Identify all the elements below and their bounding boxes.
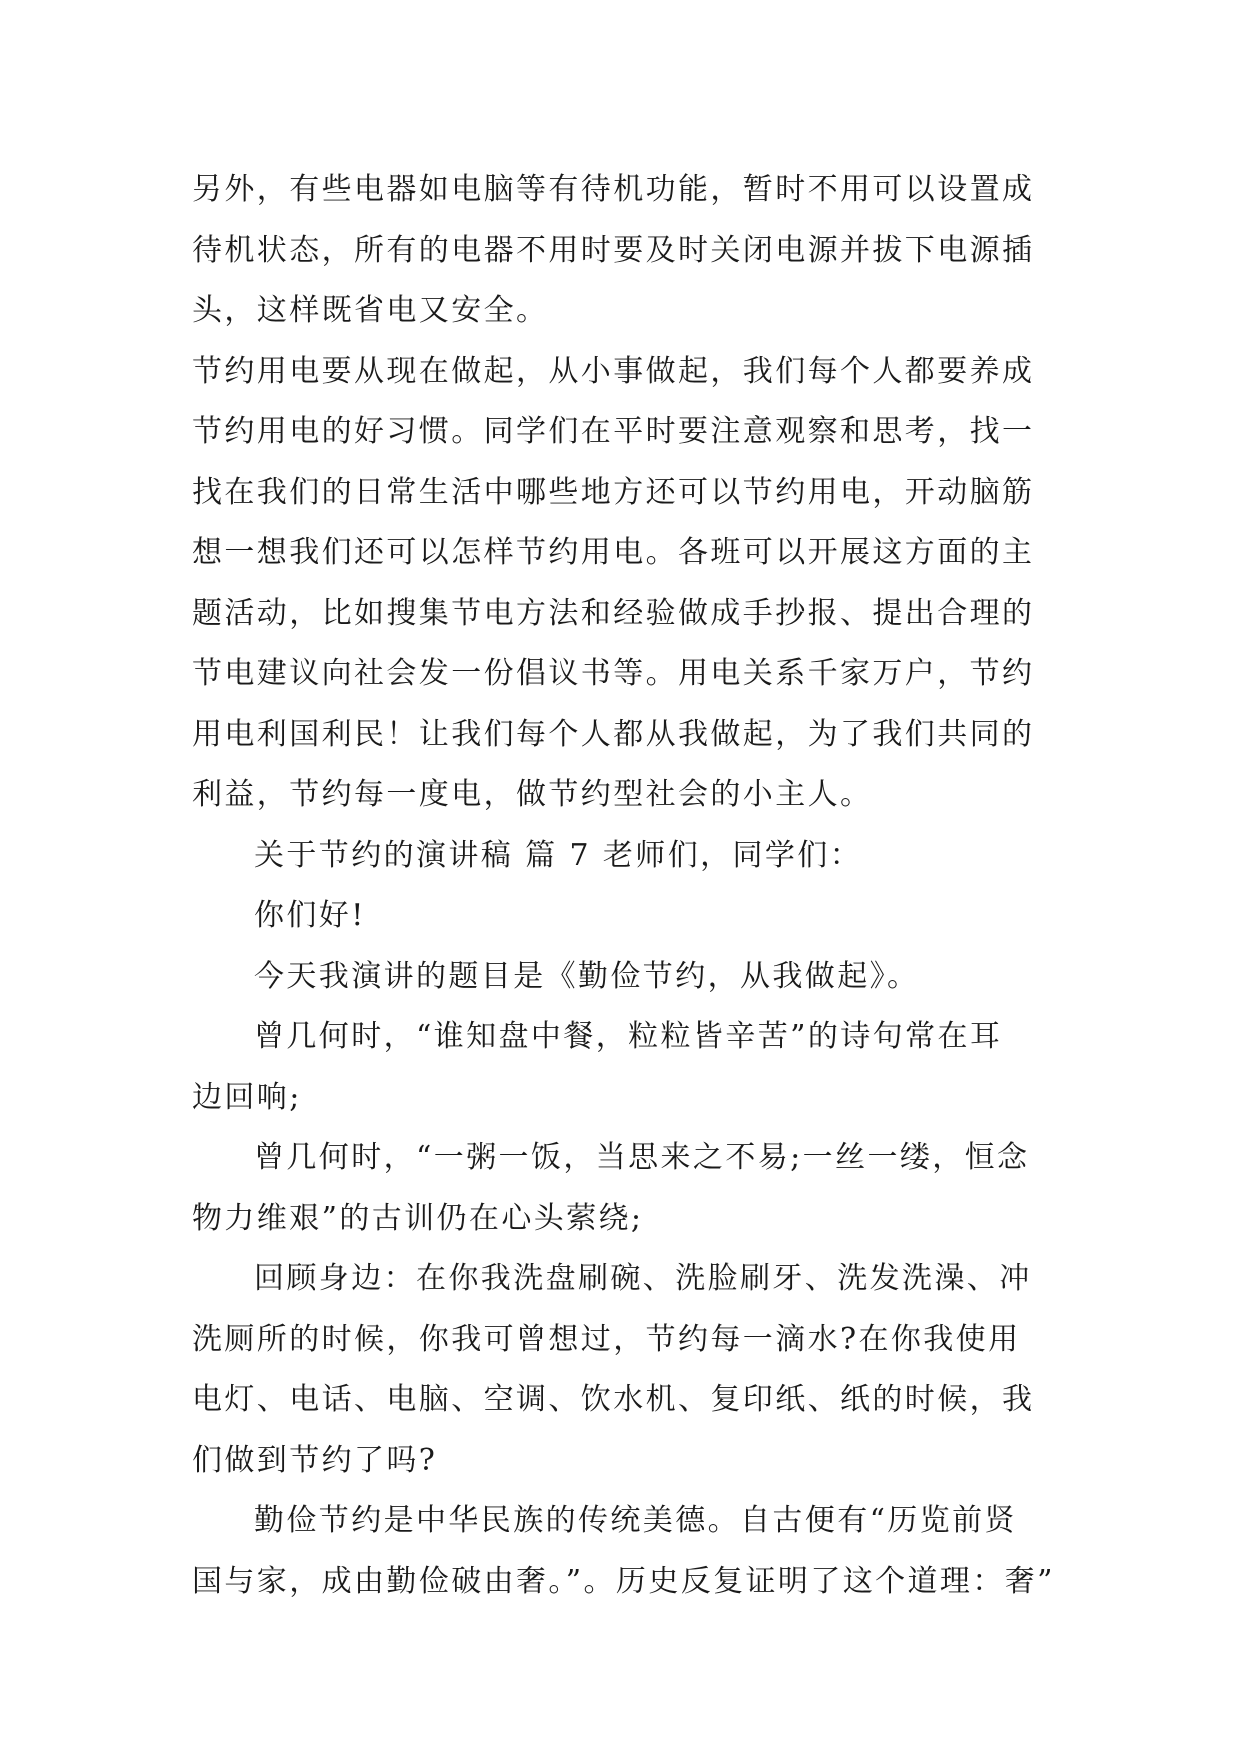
text-line: 你们好! (254, 898, 366, 933)
text-line: 找在我们的日常生活中哪些地方还可以节约用电，开动脑筋 (192, 474, 1035, 510)
text-line: 另外，有些电器如电脑等有待机功能，暂时不用可以设置成 (192, 172, 1035, 207)
text-line: 利益，节约每一度电，做节约型社会的小主人。 (192, 777, 873, 812)
text-line: 边回响; (192, 1079, 302, 1115)
text-line: 曾几何时，“一粥一饭，当思来之不易;一丝一缕，恒念 (254, 1140, 1030, 1175)
text-line: 头，这样既省电又安全。 (192, 293, 549, 328)
text-line: 今天我演讲的题目是《勤俭节约，从我做起》。 (254, 958, 920, 994)
text-line: 题活动，比如搜集节电方法和经验做成手抄报、提出合理的 (192, 595, 1035, 631)
document-body (192, 160, 1055, 1612)
speech-title-line: 关于节约的演讲稿 篇 7 老师们，同学们： (254, 837, 863, 873)
text-line: 节电建议向社会发一份倡议书等。用电关系千家万户，节约 (192, 656, 1035, 691)
text-line: 洗厕所的时候，你我可曾想过，节约每一滴水?在你我使用 (192, 1321, 1021, 1357)
text-line: 待机状态，所有的电器不用时要及时关闭电源并拔下电源插 (192, 232, 1035, 268)
text-line: 回顾身边：在你我洗盘刷碗、洗脸刷牙、洗发洗澡、冲 (254, 1261, 1032, 1296)
text-line: 物力维艰”的古训仍在心头萦绕; (192, 1200, 644, 1236)
text-line: 电灯、电话、电脑、空调、饮水机、复印纸、纸的时候，我 (192, 1382, 1035, 1417)
text-line: 国与家，成由勤俭破由奢。”。历史反复证明了这个道理：奢” (192, 1563, 1055, 1599)
text-line: 用电利国利民！让我们每个人都从我做起，为了我们共同的 (192, 716, 1035, 752)
text-line: 勤俭节约是中华民族的传统美德。自古便有“历览前贤 (254, 1503, 1017, 1538)
text-line: 想一想我们还可以怎样节约用电。各班可以开展这方面的主 (192, 535, 1035, 570)
text-line: 节约用电的好习惯。同学们在平时要注意观察和思考，找一 (192, 414, 1035, 449)
text-line: 曾几何时，“谁知盘中餐，粒粒皆辛苦”的诗句常在耳 (254, 1019, 1003, 1054)
text-line: 节约用电要从现在做起，从小事做起，我们每个人都要养成 (192, 353, 1035, 389)
text-line: 们做到节约了吗? (192, 1442, 438, 1478)
